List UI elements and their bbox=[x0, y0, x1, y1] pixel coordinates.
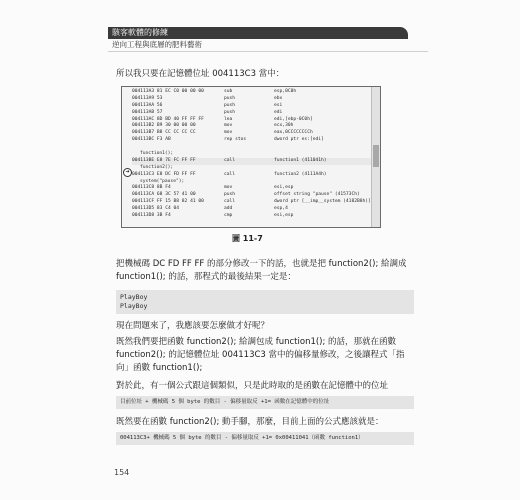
output-line: PlayBoy bbox=[120, 302, 148, 310]
disassembly-row bbox=[132, 206, 372, 213]
figure-caption: 圖 11-7 bbox=[232, 234, 263, 243]
disassembly-row bbox=[132, 110, 372, 117]
paragraph-formula-intro: 對於此，有一個公式跟這個類似，只是此時取的是函數在記憶體中的位址 bbox=[116, 381, 389, 391]
intro-paragraph: 所以我只要在記憶體位址 004113C3 當中： bbox=[116, 69, 285, 79]
opcode: sub bbox=[224, 89, 233, 94]
scrollbar-thumb bbox=[373, 145, 379, 167]
source-line bbox=[132, 144, 372, 151]
formula-box-applied: 004113C3+ 機械碼 5 個 byte 的數目 - 偏移量取反 +1= 0x00411041（函數 function1） bbox=[116, 432, 414, 445]
operands: esi bbox=[274, 102, 283, 108]
source-line bbox=[132, 151, 372, 158]
opcode: call bbox=[224, 157, 236, 163]
program-output-box bbox=[116, 290, 414, 314]
opcode: rep stos bbox=[224, 137, 247, 143]
disassembly-row bbox=[132, 158, 372, 165]
disassembly-row bbox=[132, 89, 372, 96]
address-bytes: 004113BC F3 AB bbox=[132, 137, 171, 143]
paragraph-approach: 既然我們要把函數 function2(); 給調包成 function1(); 的話，那就在函數 function2(); 的記憶體位址 004113C3 當中的偏移量修改，之後讓程式「指向」函數 function1(); bbox=[116, 337, 405, 373]
formula-box-general: 目前位址 + 機械碼 5 個 byte 的數目 - 偏移量取反 +1= 函數在記憶體中的位址 bbox=[116, 396, 414, 409]
source-line bbox=[132, 165, 372, 172]
opcode: push bbox=[224, 192, 236, 198]
address-bytes: 004113C3 E8 DC FD FF FF bbox=[132, 171, 196, 177]
opcode: push bbox=[224, 102, 236, 108]
disassembly-row bbox=[132, 213, 372, 220]
address-bytes: 004113AA 56 bbox=[132, 102, 163, 108]
operands: ecx,30h bbox=[274, 123, 294, 129]
operands: esp,4 bbox=[274, 206, 288, 212]
opcode: mov bbox=[224, 123, 233, 129]
address-bytes: 004113D5 83 C4 04 bbox=[132, 206, 180, 212]
address-bytes: 004113D8 3B F4 bbox=[132, 213, 171, 219]
operands: edi bbox=[274, 109, 283, 115]
operands: ebx bbox=[274, 95, 283, 101]
paragraph-question: 現在問題來了，我應該要怎麼做才好呢？ bbox=[116, 321, 270, 331]
address-bytes: 004113AC 8D BD 40 FF FF FF bbox=[132, 116, 204, 122]
operands: esp,0C0h bbox=[274, 89, 297, 94]
address-bytes: 004113C8 8B F4 bbox=[132, 185, 171, 191]
operands: eax,0CCCCCCCCh bbox=[274, 130, 313, 136]
page-number: 154 bbox=[114, 468, 130, 477]
source-line-text: function2(); bbox=[140, 164, 174, 170]
opcode: push bbox=[224, 109, 236, 115]
disassembly-row bbox=[132, 137, 372, 144]
address-bytes: 004113CA 68 3C 57 41 00 bbox=[132, 192, 196, 198]
operands: function1 (411041h) bbox=[274, 157, 327, 163]
operands: esi,esp bbox=[274, 185, 294, 191]
source-line-text: function1(); bbox=[140, 151, 174, 157]
disassembly-listing bbox=[132, 89, 372, 220]
address-bytes: 004113B2 B9 30 00 00 00 bbox=[132, 123, 196, 129]
current-instruction-arrow-icon: ➜ bbox=[123, 168, 132, 177]
operands: dword ptr [__imp__system (4182B8h)] bbox=[274, 199, 371, 205]
address-bytes: 004113CF FF 15 B8 82 41 00 bbox=[132, 199, 204, 205]
disassembly-row bbox=[132, 103, 372, 110]
disassembly-scrollbar bbox=[371, 87, 380, 227]
paragraph-apply-formula: 既然要在函數 function2(); 動手腳，那麼，目前上面的公式應該就是： bbox=[116, 417, 384, 427]
address-bytes: 004113BE E8 7E FC FF FF bbox=[132, 157, 196, 163]
operands: esi,esp bbox=[274, 213, 294, 219]
opcode: call bbox=[224, 199, 236, 205]
disassembly-screenshot bbox=[121, 86, 381, 228]
opcode: push bbox=[224, 95, 236, 101]
paragraph-machine-code: 把機械碼 DC FD FF FF 的部分修改一下的話，也就是把 function2(); 給調成 function1(); 的話，那程式的最後結果一定是： bbox=[116, 259, 407, 282]
operands: offset string "pause" (41573Ch) bbox=[274, 192, 360, 198]
opcode: call bbox=[224, 171, 236, 177]
operands: edi,[ebp-0C0h] bbox=[274, 116, 313, 122]
chapter-header-title: 駭客軟體的修練 bbox=[112, 28, 168, 37]
disassembly-row bbox=[132, 172, 372, 179]
address-bytes: 004113A3 81 EC C0 00 00 00 bbox=[132, 89, 204, 94]
opcode: add bbox=[224, 206, 233, 212]
disassembly-row bbox=[132, 96, 372, 103]
opcode: lea bbox=[224, 116, 233, 122]
chapter-header-subtitle: 逆向工程與底層的肥料藝術 bbox=[112, 40, 202, 49]
operands: dword ptr es:[edi] bbox=[274, 137, 324, 143]
address-bytes: 004113A9 53 bbox=[132, 95, 163, 101]
source-line-text: system("pause"); bbox=[140, 178, 185, 184]
output-line: PlayBoy bbox=[120, 293, 148, 301]
opcode: cmp bbox=[224, 213, 233, 219]
opcode: mov bbox=[224, 185, 233, 191]
header-divider bbox=[108, 51, 428, 52]
operands: function2 (4111A4h) bbox=[274, 171, 327, 177]
address-bytes: 004113B7 B8 CC CC CC CC bbox=[132, 130, 196, 136]
opcode: mov bbox=[224, 130, 233, 136]
address-bytes: 004113AB 57 bbox=[132, 109, 163, 115]
